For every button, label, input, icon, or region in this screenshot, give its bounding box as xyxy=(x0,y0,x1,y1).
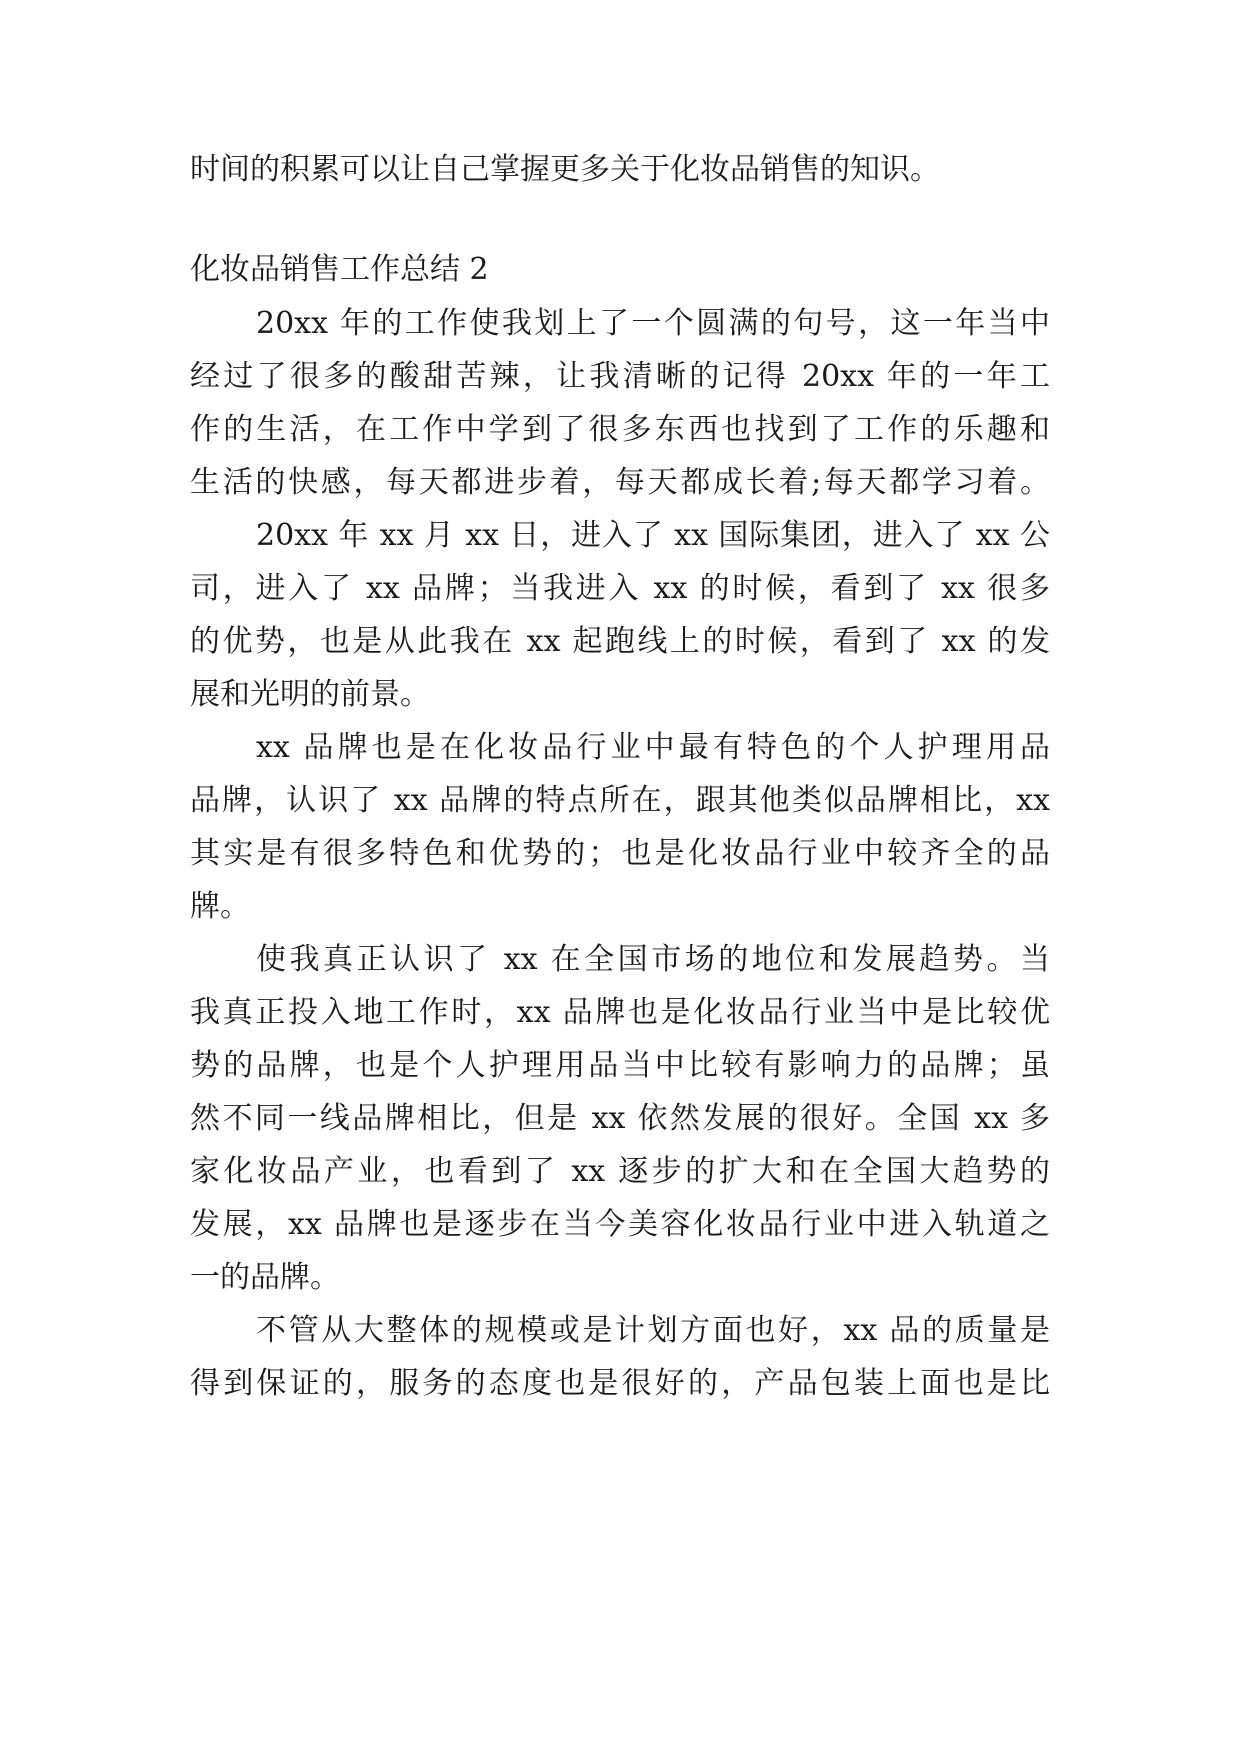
paragraph-4-line: 家化妆品产业，也看到了 xx 逐步的扩大和在全国大趋势的 xyxy=(190,1154,1050,1189)
paragraph-2-line: 的优势，也是从此我在 xx 起跑线上的时候，看到了 xx 的发 xyxy=(190,624,1050,659)
paragraph-3-line: 其实是有很多特色和优势的；也是化妆品行业中较齐全的品 xyxy=(190,836,1050,871)
paragraph-4-line: 我真正投入地工作时，xx 品牌也是化妆品行业当中是比较优 xyxy=(190,995,1050,1030)
paragraph-4-line: 势的品牌，也是个人护理用品当中比较有影响力的品牌；虽 xyxy=(190,1048,1050,1083)
paragraph-2-line: 司，进入了 xx 品牌；当我进入 xx 的时候，看到了 xx 很多 xyxy=(190,571,1050,606)
paragraph-2-line: 展和光明的前景。 xyxy=(190,677,430,712)
paragraph-3-line: 牌。 xyxy=(190,889,250,924)
paragraph-4-line: 使我真正认识了 xx 在全国市场的地位和发展趋势。当 xyxy=(256,942,1050,977)
paragraph-4-line: 然不同一线品牌相比，但是 xx 依然发展的很好。全国 xx 多 xyxy=(190,1101,1050,1136)
section-heading: 化妆品销售工作总结 2 xyxy=(190,252,489,287)
paragraph-5-line: 得到保证的，服务的态度也是很好的，产品包装上面也是比 xyxy=(190,1366,1050,1401)
paragraph-1-line: 生活的快感，每天都进步着，每天都成长着;每天都学习着。 xyxy=(190,465,1050,500)
paragraph-1-line: 经过了很多的酸甜苦辣，让我清晰的记得 20xx 年的一年工 xyxy=(190,359,1050,394)
paragraph-4-line: 一的品牌。 xyxy=(190,1260,340,1295)
body-text-line: 时间的积累可以让自己掌握更多关于化妆品销售的知识。 xyxy=(190,152,940,187)
paragraph-4-line: 发展，xx 品牌也是逐步在当今美容化妆品行业中进入轨道之 xyxy=(190,1207,1050,1242)
paragraph-1-line: 作的生活，在工作中学到了很多东西也找到了工作的乐趣和 xyxy=(190,412,1050,447)
paragraph-3-line: 品牌，认识了 xx 品牌的特点所在，跟其他类似品牌相比，xx xyxy=(190,783,1050,818)
paragraph-3-line: xx 品牌也是在化妆品行业中最有特色的个人护理用品 xyxy=(256,730,1050,765)
paragraph-5-line: 不管从大整体的规模或是计划方面也好，xx 品的质量是 xyxy=(256,1313,1050,1348)
paragraph-2-line: 20xx 年 xx 月 xx 日，进入了 xx 国际集团，进入了 xx 公 xyxy=(256,518,1050,553)
paragraph-1-line: 20xx 年的工作使我划上了一个圆满的句号，这一年当中 xyxy=(256,306,1050,341)
